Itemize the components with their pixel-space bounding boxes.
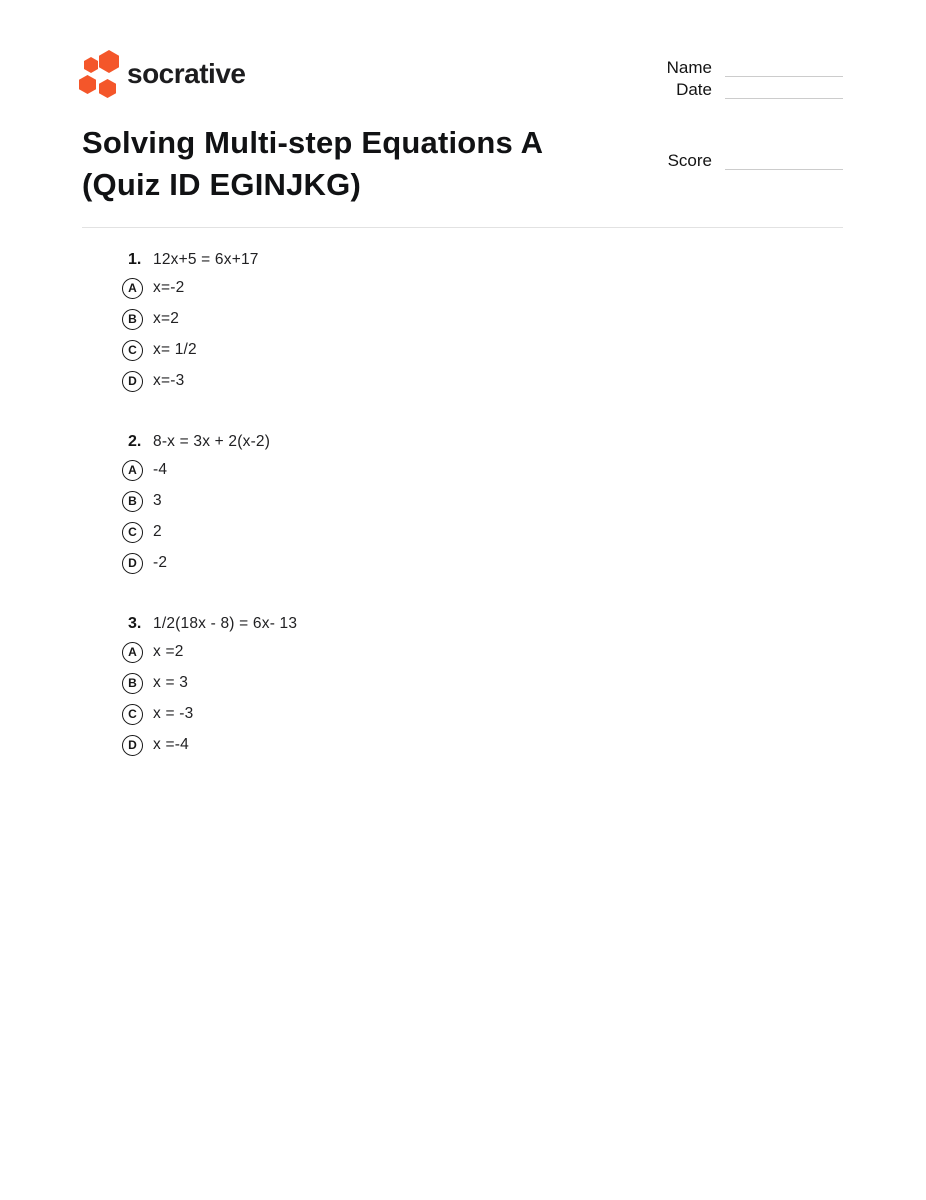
option-letter: C xyxy=(128,343,137,357)
option-letter: D xyxy=(128,738,137,752)
option-letter-circle xyxy=(122,371,143,392)
option-text: -2 xyxy=(153,554,168,571)
hexagon-shape xyxy=(99,79,116,98)
option-letter-circle xyxy=(122,278,143,299)
question-header xyxy=(120,432,760,452)
question-text: 8-x = 3x + 2(x-2) xyxy=(153,433,271,450)
option-letter: B xyxy=(128,494,137,508)
hexagon-shape xyxy=(99,50,119,73)
page-title-line2: (Quiz ID EGINJKG) xyxy=(82,167,361,202)
option-text: 2 xyxy=(153,523,162,540)
answer-option-row xyxy=(120,703,760,725)
question-text: 1/2(18x - 8) = 6x- 13 xyxy=(153,615,298,632)
question-number: 3. xyxy=(128,615,142,632)
brand-wordmark: socrative xyxy=(127,58,246,89)
option-letter-circle xyxy=(122,553,143,574)
question-block xyxy=(120,432,760,574)
option-text: x=-3 xyxy=(153,372,185,389)
option-letter: C xyxy=(128,707,137,721)
option-list xyxy=(120,641,760,756)
option-letter-circle xyxy=(122,704,143,725)
option-list xyxy=(120,277,760,392)
answer-option-row xyxy=(120,641,760,663)
page-title-line1: Solving Multi-step Equations A xyxy=(82,125,544,160)
option-text: 3 xyxy=(153,492,162,509)
question-header xyxy=(120,250,760,270)
answer-option-row xyxy=(120,459,760,481)
question-header xyxy=(120,614,760,634)
question-text: 12x+5 = 6x+17 xyxy=(153,251,259,268)
question-block xyxy=(120,250,760,392)
option-text: x= 1/2 xyxy=(153,341,197,358)
option-letter-circle xyxy=(122,460,143,481)
score-label: Score xyxy=(667,151,712,170)
question-block xyxy=(120,614,760,756)
option-letter: A xyxy=(128,281,137,295)
answer-option-row xyxy=(120,521,760,543)
option-letter: A xyxy=(128,645,137,659)
option-text: x =2 xyxy=(153,643,184,660)
page-title xyxy=(82,122,722,206)
option-letter-circle xyxy=(122,735,143,756)
hexagon-shape xyxy=(79,75,96,94)
name-label: Name xyxy=(666,58,712,77)
option-letter-circle xyxy=(122,309,143,330)
name-write-line xyxy=(725,61,843,77)
option-letter-circle xyxy=(122,642,143,663)
score-write-line xyxy=(725,154,843,170)
option-letter-circle xyxy=(122,522,143,543)
answer-option-row xyxy=(120,308,760,330)
option-letter: A xyxy=(128,463,137,477)
option-text: -4 xyxy=(153,461,168,478)
question-list xyxy=(120,250,760,796)
answer-option-row xyxy=(120,734,760,756)
option-text: x = -3 xyxy=(153,705,194,722)
option-list xyxy=(120,459,760,574)
hexagon-shape xyxy=(84,57,98,73)
option-letter: C xyxy=(128,525,137,539)
option-letter-circle xyxy=(122,491,143,512)
question-number: 2. xyxy=(128,433,142,450)
date-field xyxy=(676,79,843,99)
answer-option-row xyxy=(120,370,760,392)
option-text: x=-2 xyxy=(153,279,185,296)
answer-option-row xyxy=(120,552,760,574)
option-letter: D xyxy=(128,556,137,570)
name-field xyxy=(667,57,843,77)
brand-logo xyxy=(78,50,245,98)
option-text: x =-4 xyxy=(153,736,189,753)
question-number: 1. xyxy=(128,251,142,268)
answer-option-row xyxy=(120,490,760,512)
answer-option-row xyxy=(120,339,760,361)
option-letter: B xyxy=(128,312,137,326)
answer-option-row xyxy=(120,277,760,299)
answer-option-row xyxy=(120,672,760,694)
socrative-hexagon-icon xyxy=(78,50,120,98)
option-letter: D xyxy=(128,374,137,388)
option-text: x = 3 xyxy=(153,674,189,691)
option-letter-circle xyxy=(122,673,143,694)
header-divider xyxy=(82,227,843,228)
option-text: x=2 xyxy=(153,310,180,327)
date-write-line xyxy=(725,83,843,99)
date-label: Date xyxy=(676,80,712,99)
option-letter-circle xyxy=(122,340,143,361)
option-letter: B xyxy=(128,676,137,690)
